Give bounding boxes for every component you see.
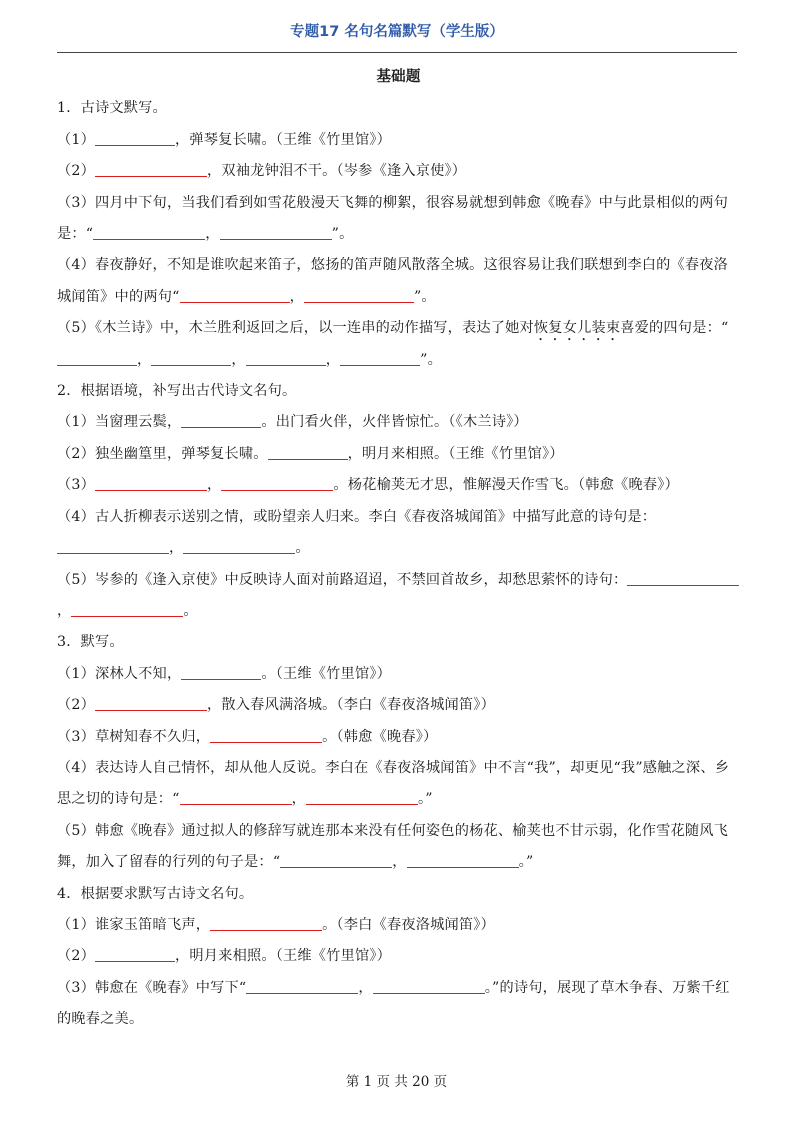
q3-item-5: （5）韩愈《晚春》通过拟人的修辞写就连那本来没有任何姿色的杨花、榆荚也不甘示弱，化作雪花随风飞舞，加入了留春的行列的句子是：“ ， 。” bbox=[57, 822, 729, 871]
q4-item-2: （2） ，明月来相照。（王维《竹里馆》） bbox=[57, 941, 740, 972]
q1-item-5: （5）《木兰诗》中，木兰胜利返回之后，以一连串的动作描写，表达了她对恢复女儿装束喜爱的四句是：“， ， ， ”。 bbox=[57, 320, 729, 368]
answer-blank[interactable] bbox=[627, 567, 739, 586]
answer-blank[interactable] bbox=[93, 221, 205, 240]
answer-blank[interactable] bbox=[210, 724, 322, 743]
q3-item-1: （1）深林人不知， 。（王维《竹里馆》） bbox=[57, 659, 740, 690]
question-2-stem: 2．根据语境，补写出古代诗文名句。 bbox=[57, 383, 297, 400]
q2-item-2: （2）独坐幽篁里，弹琴复长啸。 ，明月来相照。（王维《竹里馆》） bbox=[57, 439, 740, 470]
question-3-stem: 3．默写。 bbox=[57, 634, 124, 651]
answer-blank[interactable] bbox=[246, 347, 326, 366]
answer-blank[interactable] bbox=[220, 221, 332, 240]
section-title: 基础题 bbox=[376, 69, 421, 85]
question-1-stem: 1．古诗文默写。 bbox=[57, 100, 167, 117]
answer-blank[interactable] bbox=[306, 786, 418, 805]
answer-blank[interactable] bbox=[183, 535, 295, 554]
q1-item-2: （2） ，双袖龙钟泪不干。（岑参《逢入京使》） bbox=[57, 156, 740, 187]
q2-item-5: （5）岑参的《逢入京使》中反映诗人面对前路迢迢，不禁回首故乡，却愁思萦怀的诗句：， 。 bbox=[57, 565, 740, 628]
answer-blank[interactable] bbox=[95, 943, 175, 962]
header-divider bbox=[57, 52, 737, 53]
answer-blank[interactable] bbox=[71, 598, 183, 617]
q3-item-4: （4）表达诗人自己情怀，却从他人反说。李白在《春夜洛城闻笛》中不言“我”，却更见“我”感触之深、乡思之切的诗句是：“ ， 。” bbox=[57, 759, 730, 808]
answer-blank[interactable] bbox=[180, 284, 290, 303]
q2-item-3: （3） ， 。杨花榆荚无才思，惟解漫天作雪飞。（韩愈《晚春》） bbox=[57, 470, 740, 501]
q1-item-4: （4）春夜静好，不知是谁吹起来笛子，悠扬的笛声随风散落全城。这很容易让我们联想到李白的《春夜洛城闻笛》中的两句“ ， ”。 bbox=[57, 257, 729, 305]
answer-blank[interactable] bbox=[221, 472, 333, 491]
q4-item-1: （1）谁家玉笛暗飞声， 。（李白《春夜洛城闻笛》） bbox=[57, 910, 740, 941]
answer-blank[interactable] bbox=[151, 347, 231, 366]
q3-item-2: （2） ，散入春风满洛城。（李白《春夜洛城闻笛》） bbox=[57, 690, 740, 721]
answer-blank[interactable] bbox=[246, 975, 358, 994]
answer-blank[interactable] bbox=[407, 849, 519, 868]
emphasized-text: 恢复女儿装束 bbox=[533, 320, 621, 337]
answer-blank[interactable] bbox=[280, 849, 392, 868]
q3-item-3: （3）草树知春不久归， 。（韩愈《晚春》） bbox=[57, 722, 740, 753]
answer-blank[interactable] bbox=[95, 472, 207, 491]
answer-blank[interactable] bbox=[268, 441, 348, 460]
answer-blank[interactable] bbox=[95, 692, 207, 711]
q1-item-1: （1） ，弹琴复长啸。（王维《竹里馆》） bbox=[57, 125, 740, 156]
answer-blank[interactable] bbox=[95, 127, 175, 146]
answer-blank[interactable] bbox=[181, 409, 261, 428]
answer-blank[interactable] bbox=[180, 786, 292, 805]
answer-blank[interactable] bbox=[373, 975, 485, 994]
question-4-stem: 4．根据要求默写古诗文名句。 bbox=[57, 885, 254, 902]
worksheet-body bbox=[57, 62, 740, 1036]
answer-blank[interactable] bbox=[304, 284, 414, 303]
answer-blank[interactable] bbox=[95, 158, 207, 177]
page-number: 第 1 页 共 20 页 bbox=[345, 1074, 448, 1090]
answer-blank[interactable] bbox=[210, 912, 322, 931]
document-header-title: 专题17 名句名篇默写（学生版） bbox=[290, 24, 504, 40]
answer-blank[interactable] bbox=[340, 347, 420, 366]
q2-item-4: （4）古人折柳表示送别之情，或盼望亲人归来。李白《春夜洛城闻笛》中描写此意的诗句是：， 。 bbox=[57, 508, 657, 557]
answer-blank[interactable] bbox=[57, 535, 169, 554]
q4-item-3: （3）韩愈在《晚春》中写下“ ， 。”的诗句，展现了草木争春、万紫千红的晚春之美。 bbox=[57, 973, 740, 1036]
q2-item-1: （1）当窗理云鬓， 。出门看火伴，火伴皆惊忙。（《木兰诗》） bbox=[57, 407, 740, 438]
q1-item-3: （3）四月中下旬，当我们看到如雪花般漫天飞舞的柳絮，很容易就想到韩愈《晚春》中与此景相似的两句是：“ ， ”。 bbox=[57, 194, 729, 243]
answer-blank[interactable] bbox=[181, 661, 261, 680]
answer-blank[interactable] bbox=[57, 347, 137, 366]
